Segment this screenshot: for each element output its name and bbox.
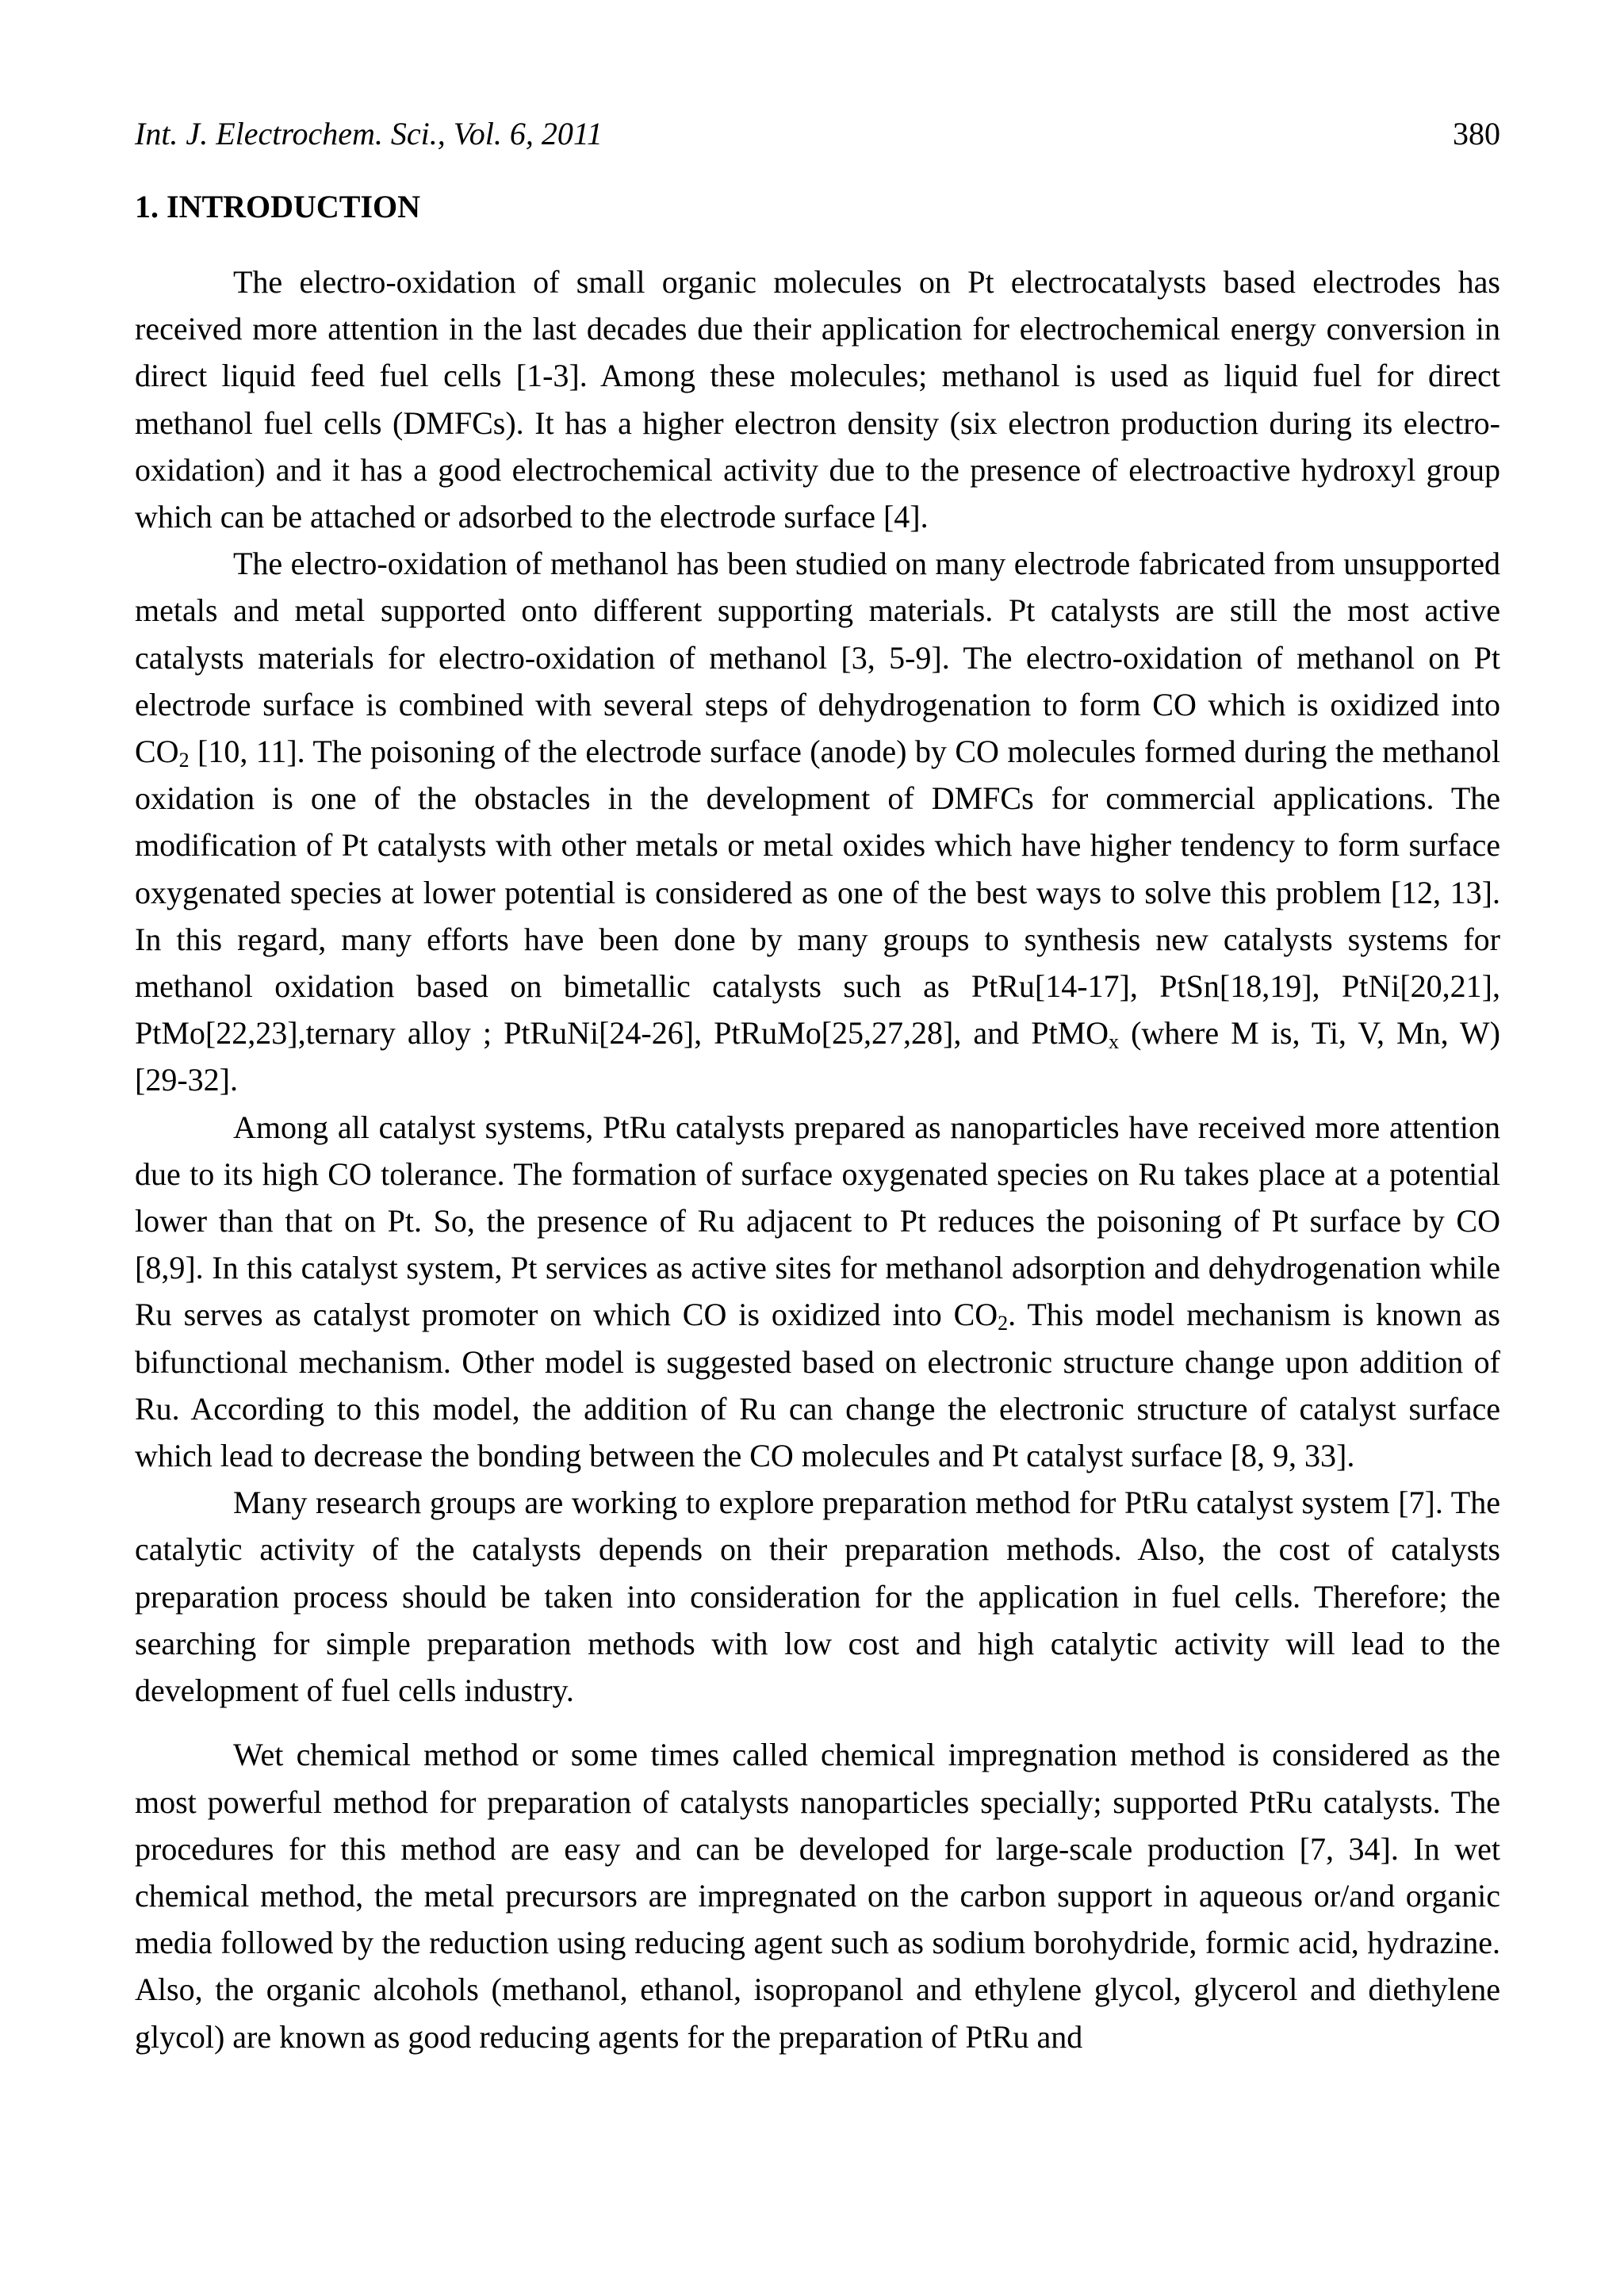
running-header — [135, 111, 1500, 157]
section-heading: 1. INTRODUCTION — [135, 189, 421, 224]
paragraph-4: Many research groups are working to explore preparation method for PtRu catalyst system [7]. The catalytic activity of the catalysts depends on their preparation methods. Also, the cost of catalysts preparation process should be taken into consideration for the application in fuel cells. Therefore; the searching for simple preparation methods with low cost and high catalytic activity will lead to the development of fuel cells industry. — [135, 1485, 1500, 1709]
page — [135, 111, 1500, 2060]
paragraph-3-text-b: . This model mechanism is known as bifunctional mechanism. Other model is suggested based on electronic structure change upon addition of Ru. According to this model, the addition of Ru can change the electronic structure of catalyst surface which lead to decrease the bonding between the CO molecules and Pt catalyst surface [8, 9, 33]. — [135, 1297, 1500, 1474]
journal-citation: Int. J. Electrochem. Sci., Vol. 6, 2011 — [135, 116, 603, 151]
co2-subscript: 2 — [998, 1312, 1009, 1335]
paragraph-2-text-b: [10, 11]. The poisoning of the electrode surface (anode) by CO molecules formed during the methanol oxidation is one of the obstacles in the development of DMFCs for commercial applications. The modification of Pt catalysts with other metals or metal oxides which have higher tendency to form surface oxygenated species at lower potential is considered as one of the best ways to solve this problem [12, 13]. In this regard, many efforts have been done by many groups to synthesis new catalysts systems for methanol oxidation based on bimetallic catalysts such as PtRu[14-17], PtSn[18,19], PtNi[20,21], PtMo[22,23],ternary alloy ; PtRuNi[24-26], PtRuMo[25,27,28], and PtMO — [135, 734, 1500, 1052]
paragraph-2-text-c: (where M is, Ti, V, Mn, W) [29-32]. — [135, 1015, 1501, 1098]
paragraph-3-text-a: Among all catalyst systems, PtRu catalysts prepared as nanoparticles have received more attention due to its high CO tolerance. The formation of surface oxygenated species on Ru takes place at a potential lower than that on Pt. So, the presence of Ru adjacent to Pt reduces the poisoning of Pt surface by CO [8,9]. In this catalyst system, Pt services as active sites for methanol adsorption and dehydrogenation while Ru serves as catalyst promoter on which CO is oxidized into CO — [135, 1109, 1500, 1333]
paragraph-2-text-a: The electro-oxidation of methanol has been studied on many electrode fabricated from unsupported metals and metal supported onto different supporting materials. Pt catalysts are still the most active catalysts materials for electro-oxidation of methanol [3, 5-9]. The electro-oxidation of methanol on Pt electrode surface is combined with several steps of dehydrogenation to form CO which is oxidized into CO — [135, 546, 1500, 770]
paragraph-2 — [135, 540, 1500, 1103]
co2-subscript: 2 — [178, 749, 190, 772]
paragraph-1: The electro-oxidation of small organic molecules on Pt electrocatalysts based electrodes has received more attention in the last decades due their application for electrochemical energy conversion in direct liquid feed fuel cells [1-3]. Among these molecules; methanol is used as liquid fuel for direct methanol fuel cells (DMFCs). It has a higher electron density (six electron production during its electro-oxidation) and it has a good electrochemical activity due to the presence of electroactive hydroxyl group which can be attached or adsorbed to the electrode surface [4]. — [135, 264, 1500, 535]
paragraph-5: Wet chemical method or some times called chemical impregnation method is considered as the most powerful method for preparation of catalysts nanoparticles specially; supported PtRu catalysts. The procedures for this method are easy and can be developed for large-scale production [7, 34]. In wet chemical method, the metal precursors are impregnated on the carbon support in aqueous or/and organic media followed by the reduction using reducing agent such as sodium borohydride, formic acid, hydrazine. Also, the organic alcohols (methanol, ethanol, isopropanol and ethylene glycol, glycerol and diethylene glycol) are known as good reducing agents for the preparation of PtRu and — [135, 1737, 1500, 2055]
x-subscript: x — [1109, 1030, 1120, 1054]
page-number: 380 — [1453, 116, 1500, 151]
paragraph-3 — [135, 1104, 1500, 1480]
